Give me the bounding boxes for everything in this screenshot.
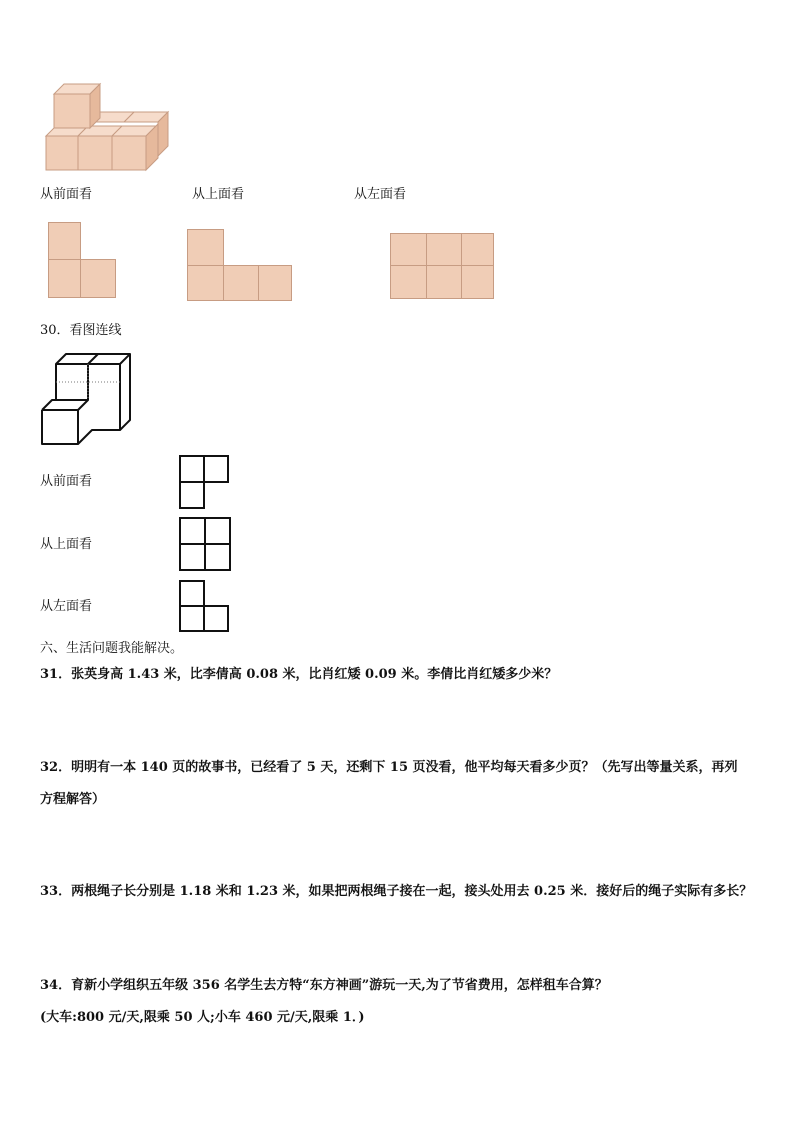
q29-front-view-label: 从前面看: [40, 187, 93, 202]
q34-line-2: (大车:800 元/天,限乘 50 人;小车 460 元/天,限乘 1．): [40, 1010, 365, 1025]
q30-front-view-label: 从前面看: [40, 474, 93, 489]
q30-title: 30．看图连线: [40, 323, 122, 338]
q30-option-c-diagram: [179, 580, 231, 634]
q30-left-view-label: 从左面看: [40, 599, 93, 614]
section-6-heading: 六、生活问题我能解决。: [40, 641, 184, 656]
q29-front-view-diagram: [48, 222, 118, 300]
q30-option-a-diagram: [179, 455, 231, 510]
q31-text: 31．张英身高 1.43 米，比李倩高 0.08 米，比肖红矮 0.09 米。李倩比肖红矮多少米？: [40, 667, 558, 682]
q29-left-view-label: 从左面看: [354, 187, 407, 202]
q30-solid-figure: [40, 352, 132, 446]
q29-top-view-label: 从上面看: [192, 187, 245, 202]
q29-left-view-diagram: [390, 233, 496, 301]
q29-cube-figure: [40, 80, 175, 175]
q29-top-view-diagram: [187, 229, 295, 303]
q33-text: 33．两根绳子长分别是 1.18 米和 1.23 米，如果把两根绳子接在一起，接头处用去 0.25 米．接好后的绳子实际有多长？: [40, 884, 753, 899]
q32-line-2: 方程解答）: [40, 792, 106, 807]
q34-line-1: 34．育新小学组织五年级 356 名学生去方特“东方神画”游玩一天,为了节省费用，怎样租车合算？: [40, 978, 608, 993]
q30-top-view-label: 从上面看: [40, 537, 93, 552]
q30-option-b-diagram: [179, 517, 233, 572]
q32-line-1: 32．明明有一本 140 页的故事书，已经看了 5 天，还剩下 15 页没看，他平均每天看多少页？（先写出等量关系，再列: [40, 760, 738, 775]
